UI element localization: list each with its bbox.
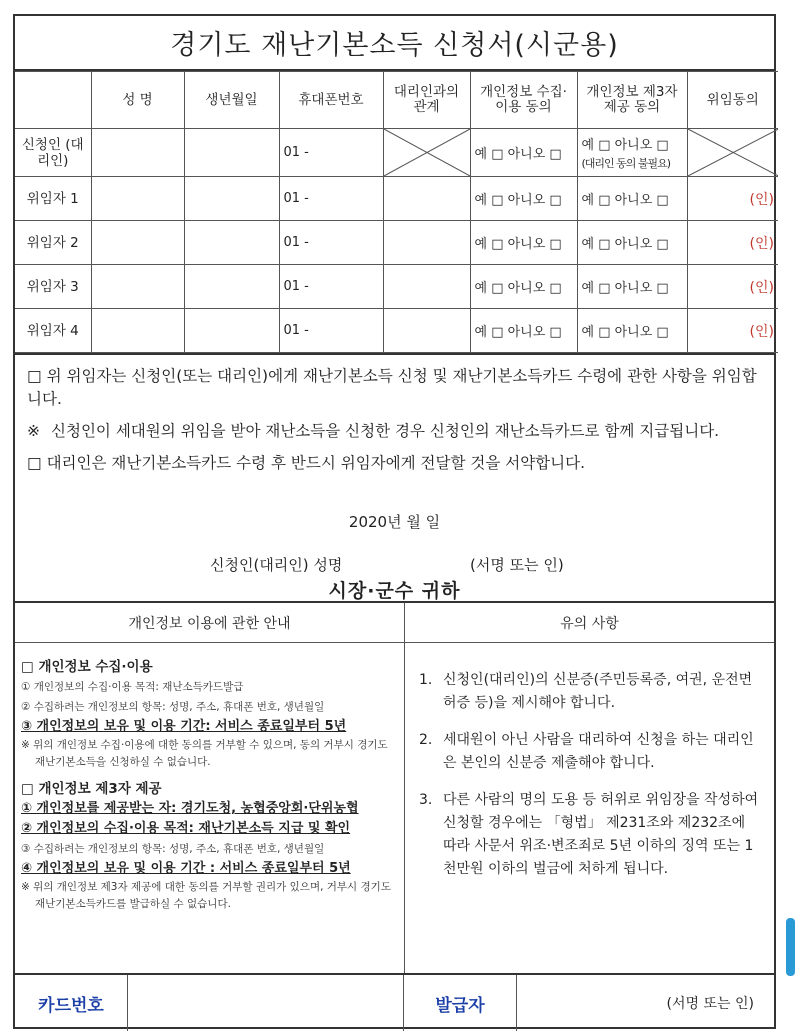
header-collect-consent: 개인정보 수집·이용 동의 <box>470 72 577 129</box>
table-row <box>15 309 778 353</box>
relation-field[interactable] <box>383 265 470 309</box>
relation-crossed-cell <box>383 129 470 177</box>
name-field[interactable] <box>91 129 184 177</box>
phone-field[interactable]: 01 - <box>279 265 383 309</box>
seal-mark[interactable]: (인) <box>687 265 778 309</box>
seal-mark[interactable]: (인) <box>687 221 778 265</box>
third-party-yes-no[interactable]: 예 □ 아니오 □ <box>581 138 669 153</box>
notice-header: 유의 사항 <box>405 603 774 643</box>
header-relation: 대리인과의 관계 <box>383 72 470 129</box>
name-field[interactable] <box>91 221 184 265</box>
table-row <box>15 221 778 265</box>
statement-section <box>15 353 774 601</box>
phone-field[interactable]: 01 - <box>279 177 383 221</box>
third-party-consent-checkbox[interactable]: 예 □ 아니오 □ <box>577 265 687 309</box>
privacy-third-items: ③ 수집하려는 개인정보의 항목: 성명, 주소, 휴대폰 번호, 생년월일 <box>21 843 325 855</box>
card-number-label: 카드번호 <box>15 975 128 1031</box>
privacy-collect-note: ※ 위의 개인정보 수집·이용에 대한 동의를 거부할 수 있으며, 동의 거부시 경기도 재난기본소득을 신청하실 수 없습니다. <box>21 739 388 768</box>
name-field[interactable] <box>91 177 184 221</box>
delegator-label: 위임자 3 <box>15 265 91 309</box>
applicant-label: 신청인 (대리인) <box>15 129 91 177</box>
privacy-collect-purpose: ① 개인정보의 수집·이용 목적: 재난소득카드발급 <box>21 681 244 693</box>
issuer-signature-field[interactable]: (서명 또는 인) <box>666 996 754 1012</box>
relation-field[interactable] <box>383 177 470 221</box>
privacy-collect-title: □ 개인정보 수집·이용 <box>21 659 153 675</box>
delegation-table <box>15 71 778 353</box>
third-party-consent-checkbox[interactable] <box>577 129 687 177</box>
note-mark: ※ <box>27 422 40 440</box>
statement-payment <box>27 420 762 443</box>
seal-mark[interactable]: (인) <box>687 177 778 221</box>
header-birthdate: 생년월일 <box>184 72 279 129</box>
phone-field[interactable]: 01 - <box>279 309 383 353</box>
privacy-third-note: ※ 위의 개인정보 제3자 제공에 대한 동의를 거부할 권리가 있으며, 거부시 경기도 재난기본소득카드를 발급하실 수 없습니다. <box>21 881 391 910</box>
birthdate-field[interactable] <box>184 221 279 265</box>
agent-consent-note: (대리인 동의 불필요) <box>581 157 671 170</box>
third-party-consent-checkbox[interactable]: 예 □ 아니오 □ <box>577 309 687 353</box>
header-delegation-consent: 위임동의 <box>687 72 778 129</box>
statement-delegation: □ 위 위임자는 신청인(또는 대리인)에게 재난기본소득 신청 및 재난기본소득카드 수령에 관한 사항을 위임합니다. <box>27 367 757 408</box>
collect-consent-checkbox[interactable]: 예 □ 아니오 □ <box>470 265 577 309</box>
birthdate-field[interactable] <box>184 129 279 177</box>
table-header-row <box>15 72 778 129</box>
birthdate-field[interactable] <box>184 309 279 353</box>
scrollbar-thumb[interactable] <box>786 918 795 976</box>
third-party-consent-checkbox[interactable]: 예 □ 아니오 □ <box>577 177 687 221</box>
relation-field[interactable] <box>383 221 470 265</box>
delegator-label: 위임자 2 <box>15 221 91 265</box>
relation-field[interactable] <box>383 309 470 353</box>
cross-mark-icon <box>384 129 470 176</box>
collect-consent-checkbox[interactable]: 예 □ 아니오 □ <box>470 221 577 265</box>
signer-label: 신청인(대리인) 성명 <box>210 556 343 574</box>
item-number: 1. <box>419 672 433 688</box>
item-text: 세대원이 아닌 사람을 대리하여 신청을 하는 대리인은 본인의 신분증 제출해야 합니다. <box>443 732 754 771</box>
phone-field[interactable]: 01 - <box>279 221 383 265</box>
form-title: 경기도 재난기본소득 신청서(시군용) <box>15 16 774 71</box>
collect-consent-checkbox[interactable]: 예 □ 아니오 □ <box>470 177 577 221</box>
birthdate-field[interactable] <box>184 177 279 221</box>
issuer-label: 발급자 <box>404 975 517 1031</box>
statement-payment-text: 신청인이 세대원의 위임을 받아 재난소득을 신청한 경우 신청인의 재난소득카드로 함께 지급됩니다. <box>51 422 720 440</box>
privacy-collect-items: ② 수집하려는 개인정보의 항목: 성명, 주소, 휴대폰 번호, 생년월일 <box>21 701 325 713</box>
birthdate-field[interactable] <box>184 265 279 309</box>
item-number: 3. <box>419 792 433 808</box>
delegator-label: 위임자 1 <box>15 177 91 221</box>
notice-guide <box>405 603 774 973</box>
table-row <box>15 129 778 177</box>
header-third-party-consent: 개인정보 제3자 제공 동의 <box>577 72 687 129</box>
privacy-third-title: □ 개인정보 제3자 제공 <box>21 781 162 797</box>
list-item <box>419 669 760 715</box>
list-item <box>419 789 760 881</box>
cross-mark-icon <box>688 129 779 176</box>
info-section <box>15 601 774 973</box>
delegation-crossed-cell <box>687 129 778 177</box>
delegator-label: 위임자 4 <box>15 309 91 353</box>
header-blank <box>15 72 91 129</box>
privacy-header: 개인정보 이용에 관한 안내 <box>15 603 404 643</box>
statement-pledge: □ 대리인은 재난기본소득카드 수령 후 반드시 위임자에게 전달할 것을 서약합니다. <box>27 454 586 472</box>
third-party-consent-checkbox[interactable]: 예 □ 아니오 □ <box>577 221 687 265</box>
header-phone: 휴대폰번호 <box>279 72 383 129</box>
collect-consent-checkbox[interactable]: 예 □ 아니오 □ <box>470 129 577 177</box>
privacy-third-recipient: ① 개인정보를 제공받는 자: 경기도청, 농협중앙회·단위농협 <box>21 801 359 816</box>
header-name: 성 명 <box>91 72 184 129</box>
list-item <box>419 729 760 775</box>
privacy-guide <box>15 603 405 973</box>
addressee: 시장·군수 귀하 <box>328 580 461 602</box>
collect-consent-checkbox[interactable]: 예 □ 아니오 □ <box>470 309 577 353</box>
privacy-third-purpose: ② 개인정보의 수집·이용 목적: 재난기본소득 지급 및 확인 <box>21 821 351 836</box>
privacy-collect-period: ③ 개인정보의 보유 및 이용 기간: 서비스 종료일부터 5년 <box>21 719 347 734</box>
privacy-third-period: ④ 개인정보의 보유 및 이용 기간 : 서비스 종료일부터 5년 <box>21 861 351 876</box>
card-number-field[interactable] <box>128 975 404 1031</box>
table-row <box>15 177 778 221</box>
seal-mark[interactable]: (인) <box>687 309 778 353</box>
item-number: 2. <box>419 732 433 748</box>
signature-hint[interactable]: (서명 또는 인) <box>470 556 564 574</box>
application-form <box>13 14 776 1029</box>
item-text: 다른 사람의 명의 도용 등 허위로 위임장을 작성하여 신청할 경우에는 「형법」 제231조와 제232조에 따라 사문서 위조·변조죄로 5년 이하의 징역 또는 1천만원 이하의 벌금에 처하게 됩니다. <box>443 792 759 877</box>
table-row <box>15 265 778 309</box>
issue-footer <box>15 973 774 1031</box>
item-text: 신청인(대리인)의 신분증(주민등록증, 여권, 운전면허증 등)을 제시해야 합니다. <box>443 672 753 711</box>
date-line[interactable]: 2020년 월 일 <box>348 513 441 531</box>
name-field[interactable] <box>91 309 184 353</box>
name-field[interactable] <box>91 265 184 309</box>
phone-field[interactable]: 01 - <box>279 129 383 177</box>
